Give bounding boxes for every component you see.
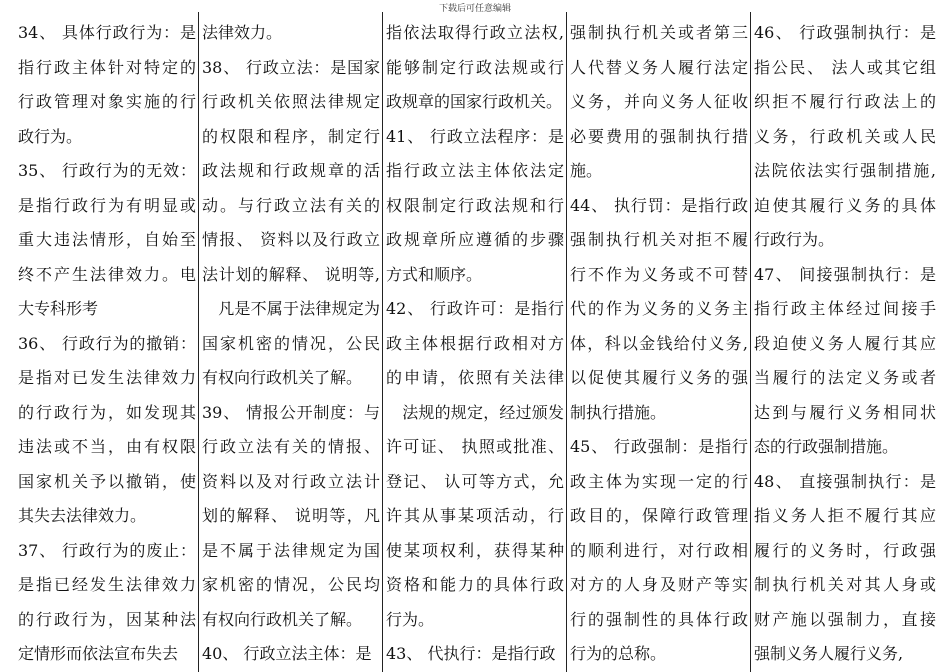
text-line: 42、 行政许可：是指行 (386, 299, 564, 318)
text-line: 38、 行政立法：是国家 (202, 57, 380, 77)
text-line: 政规章的国家行政机关。 (386, 92, 563, 111)
text-line: 的权限和程序，制定行 (202, 126, 380, 146)
text-line: 48、 直接强制执行：是 (754, 471, 936, 491)
text-line: 指行政主体经过间接手 (754, 299, 936, 318)
text-line: 达到与履行义务相同状 (754, 402, 936, 422)
text-column-3 (386, 16, 564, 672)
text-line: 必要费用的强制执行措 (570, 126, 748, 146)
text-line: 体，科以金钱给付义务, (570, 333, 748, 353)
text-line: 资格和能力的具体行政 (386, 575, 564, 594)
text-line: 动。与行政立法有关的 (202, 195, 380, 215)
text-line: 35、 行政行为的无效： (18, 161, 196, 180)
text-line: 指行政立法主体依法定 (386, 161, 564, 180)
text-line: 45、 行政强制：是指行 (570, 437, 748, 456)
text-line: 迫使其履行义务的具体 (754, 195, 936, 215)
text-line: 法律效力。 (202, 23, 283, 42)
text-line: 指义务人拒不履行其应 (754, 506, 936, 525)
text-line: 方式和顺序。 (386, 264, 483, 284)
text-line: 行的强制性的具体行政 (570, 609, 748, 629)
text-line: 是指行政行为有明显或 (18, 195, 196, 215)
text-line: 行不作为义务或不可替 (570, 264, 748, 284)
text-line: 制执行机关对其人身或 (754, 575, 936, 594)
text-line: 政目的，保障行政管理 (570, 506, 748, 525)
text-column-5 (754, 16, 936, 672)
text-line: 政规章所应遵循的步骤 (386, 230, 564, 249)
text-line: 行为。 (386, 609, 435, 629)
text-column-4 (570, 16, 748, 672)
text-line: 的行政行为，如发现其 (18, 402, 196, 422)
text-column-2 (202, 16, 380, 672)
text-line: 指公民、 法人或其它组 (754, 57, 936, 77)
text-line: 当履行的法定义务或者 (754, 368, 936, 387)
text-line: 行政行为。 (754, 230, 835, 249)
text-line: 终不产生法律效力。电 (18, 264, 196, 284)
text-line: 履行的义务时，行政强 (754, 540, 936, 560)
text-line: 行为的总称。 (570, 644, 667, 663)
text-line: 义务，并向义务人征收 (570, 92, 748, 111)
text-line: 义务，行政机关或人民 (754, 126, 936, 146)
text-line: 凡是不属于法律规定为 (202, 299, 380, 318)
text-line: 使某项权利，获得某种 (386, 540, 564, 560)
text-line: 40、 行政立法主体：是 (202, 644, 372, 663)
text-line: 有权向行政机关了解。 (202, 609, 363, 629)
text-line: 强制义务人履行义务, (754, 644, 904, 663)
text-line: 政法规和行政规章的活 (202, 161, 380, 180)
text-line: 43、 代执行：是指行政 (386, 644, 556, 663)
text-line: 行政管理对象实施的行 (18, 92, 196, 111)
text-line: 定情形而依法宣布失去 (18, 644, 179, 663)
text-line: 46、 行政强制执行：是 (754, 23, 936, 42)
text-line: 段迫使义务人履行其应 (754, 333, 936, 353)
text-line: 人代替义务人履行法定 (570, 57, 748, 77)
text-column-1 (18, 16, 196, 672)
text-line: 情报、 资料以及行政立 (202, 230, 380, 249)
text-line: 以促使其履行义务的强 (570, 368, 748, 387)
text-line: 织拒不履行行政法上的 (754, 92, 936, 111)
text-line: 的顺利进行，对行政相 (570, 540, 748, 560)
text-line: 划的解释、 说明等，凡 (202, 506, 380, 525)
text-line: 许可证、 执照或批准、 (386, 437, 564, 456)
text-line: 强制执行机关或者第三 (570, 23, 748, 42)
text-line: 的行政行为，因某种法 (18, 609, 196, 629)
text-line: 强制执行机关对拒不履 (570, 230, 748, 249)
text-line: 法院依法实行强制措施, (754, 161, 936, 180)
text-line: 其失去法律效力。 (18, 506, 147, 525)
text-line: 的申请，依照有关法律 (386, 368, 564, 387)
text-line: 违法或不当，由有权限 (18, 437, 196, 456)
text-line: 39、 情报公开制度：与 (202, 402, 380, 422)
text-line: 是指已经发生法律效力 (18, 575, 196, 594)
text-line: 国家机密的情况，公民 (202, 333, 380, 353)
text-line: 法规的规定，经过颁发 (386, 402, 564, 422)
text-line: 34、 具体行政行为：是 (18, 23, 196, 42)
text-line: 44、 执行罚：是指行政 (570, 195, 748, 215)
text-line: 能够制定行政法规或行 (386, 57, 564, 77)
text-line: 是指对已发生法律效力 (18, 368, 196, 387)
text-line: 指行政主体针对特定的 (18, 57, 196, 77)
text-line: 资料以及对行政立法计 (202, 471, 380, 491)
text-line: 权限制定行政法规和行 (386, 195, 564, 215)
text-line: 代的作为义务的义务主 (570, 299, 748, 318)
text-line: 36、 行政行为的撤销： (18, 333, 196, 353)
text-line: 家机密的情况，公民均 (202, 575, 380, 594)
text-line: 重大违法情形，自始至 (18, 230, 196, 249)
text-line: 态的行政强制措施。 (754, 437, 899, 456)
document-body (0, 16, 950, 672)
text-line: 政行为。 (18, 126, 83, 146)
text-line: 指依法取得行政立法权, (386, 23, 564, 42)
text-line: 财产施以强制力，直接 (754, 609, 936, 629)
text-line: 制执行措施。 (570, 402, 667, 422)
text-line: 法计划的解释、 说明等, (202, 264, 380, 284)
text-line: 登记、 认可等方式，允 (386, 471, 564, 491)
text-line: 是不属于法律规定为国 (202, 540, 380, 560)
text-line: 政主体根据行政相对方 (386, 333, 564, 353)
text-line: 41、 行政立法程序：是 (386, 126, 564, 146)
page-header-note: 下载后可任意编辑 (438, 4, 511, 14)
text-line: 行政立法有关的情报、 (202, 437, 380, 456)
text-line: 国家机关予以撤销，使 (18, 471, 196, 491)
text-line: 37、 行政行为的废止： (18, 540, 196, 560)
text-line: 大专科形考 (18, 299, 99, 318)
text-line: 许其从事某项活动，行 (386, 506, 564, 525)
text-line: 行政机关依照法律规定 (202, 92, 380, 111)
text-line: 47、 间接强制执行：是 (754, 264, 936, 284)
text-line: 对方的人身及财产等实 (570, 575, 748, 594)
text-line: 政主体为实现一定的行 (570, 471, 748, 491)
text-line: 施。 (570, 161, 603, 180)
text-line: 有权向行政机关了解。 (202, 368, 363, 387)
